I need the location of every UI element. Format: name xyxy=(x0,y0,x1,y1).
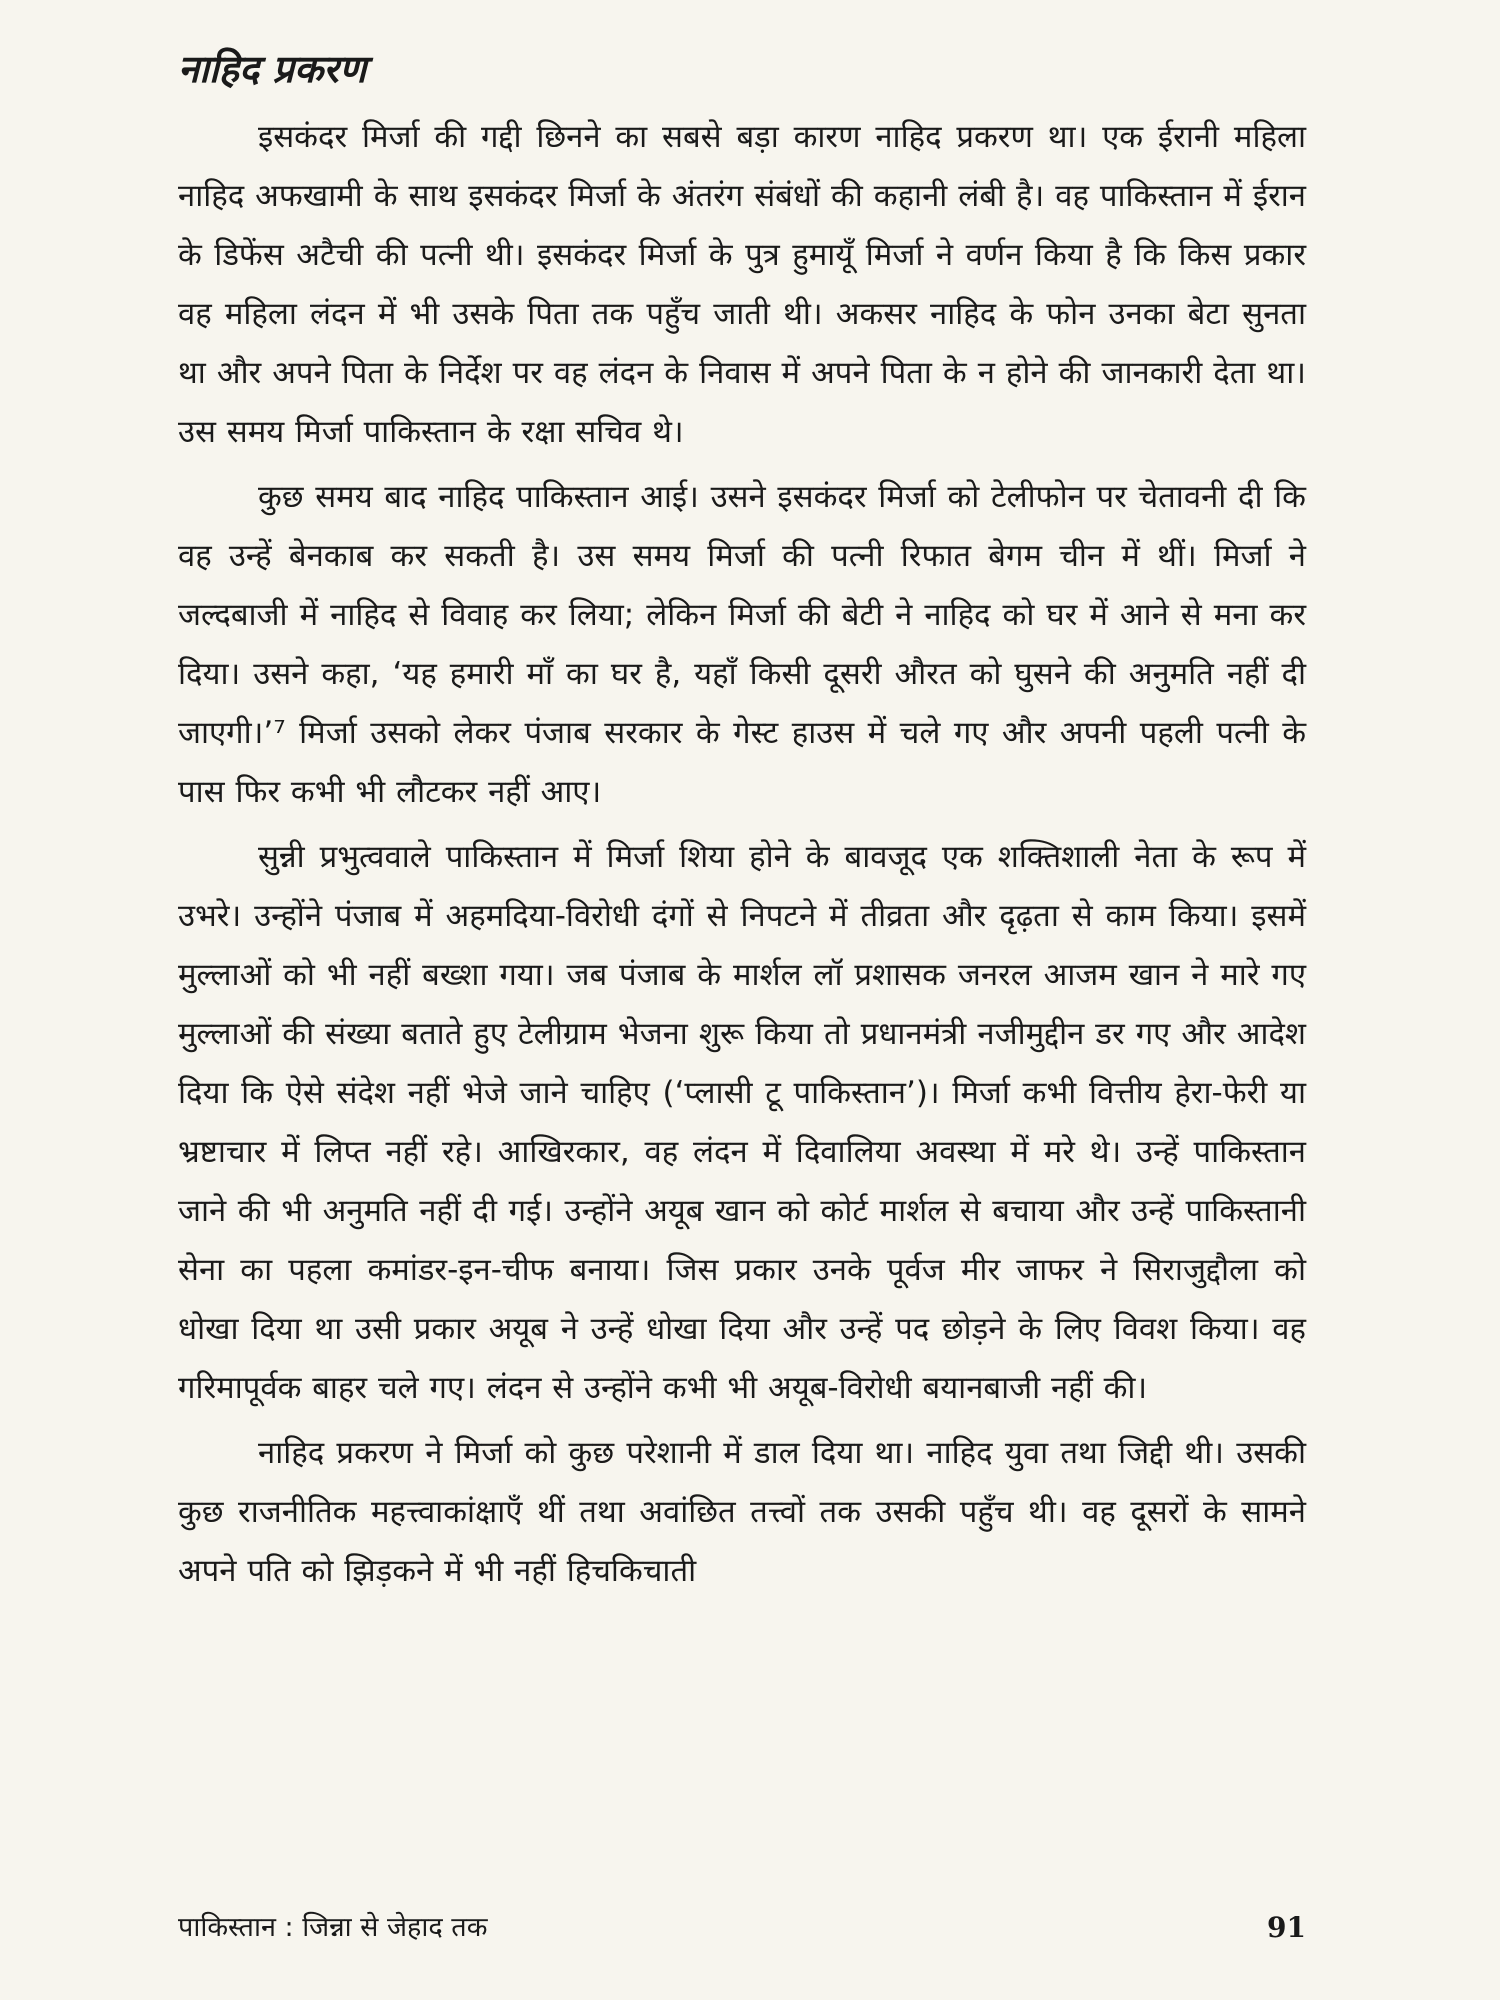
page-number: 91 xyxy=(1267,1911,1306,1944)
section-heading: नाहिद प्रकरण xyxy=(178,47,367,91)
paragraph-4: नाहिद प्रकरण ने मिर्जा को कुछ परेशानी में डाल दिया था। नाहिद युवा तथा जिद्दी थी। उसकी कुछ राजनीतिक महत्त्वाकांक्षाएँ थीं तथा अवांछित तत्त्वों तक उसकी पहुँच थी। वह दूसरों के सामने अपने पति को झिड़कने में भी नहीं हिचकिचाती xyxy=(178,1435,1306,1589)
paragraph-2: कुछ समय बाद नाहिद पाकिस्तान आई। उसने इसकंदर मिर्जा को टेलीफोन पर चेतावनी दी कि वह उन्हें बेनकाब कर सकती है। उस समय मिर्जा की पत्नी रिफात बेगम चीन में थीं। मिर्जा ने जल्दबाजी में नाहिद से विवाह कर लिया; लेकिन मिर्जा की बेटी ने नाहिद को घर में आने से मना कर दिया। उसने कहा, ‘यह हमारी माँ का घर है, यहाँ किसी दूसरी औरत को घुसने की अनुमति नहीं दी जाएगी।’⁷ मिर्जा उसको लेकर पंजाब सरकार के गेस्ट हाउस में चले गए और अपनी पहली पत्नी के पास फिर कभी भी लौटकर नहीं आए। xyxy=(178,479,1306,810)
running-footer-title: पाकिस्तान : जिन्ना से जेहाद तक xyxy=(178,1912,488,1943)
paragraph-3: सुन्नी प्रभुत्ववाले पाकिस्तान में मिर्जा शिया होने के बावजूद एक शक्तिशाली नेता के रूप में उभरे। उन्होंने पंजाब में अहमदिया-विरोधी दंगों से निपटने में तीव्रता और दृढ़ता से काम किया। इसमें मुल्लाओं को भी नहीं बख्शा गया। जब पंजाब के मार्शल लॉ प्रशासक जनरल आजम खान ने मारे गए मुल्लाओं की संख्या बताते हुए टेलीग्राम भेजना शुरू किया तो प्रधानमंत्री नजीमुद्दीन डर गए और आदेश दिया कि ऐसे संदेश नहीं भेजे जाने चाहिए (‘प्लासी टू पाकिस्तान’)। मिर्जा कभी वित्तीय हेरा-फेरी या भ्रष्टाचार में लिप्त नहीं रहे। आखिरकार, वह लंदन में दिवालिया अवस्था में मरे थे। उन्हें पाकिस्तान जाने की भी अनुमति नहीं दी गई। उन्होंने अयूब खान को कोर्ट मार्शल से बचाया और उन्हें पाकिस्तानी सेना का पहला कमांडर-इन-चीफ बनाया। जिस प्रकार उनके पूर्वज मीर जाफर ने सिराजुद्दौला को धोखा दिया था उसी प्रकार अयूब ने उन्हें धोखा दिया और उन्हें पद छोड़ने के लिए विवश किया। वह गरिमापूर्वक बाहर चले गए। लंदन से उन्होंने कभी भी अयूब-विरोधी बयानबाजी नहीं की। xyxy=(178,839,1306,1406)
paragraph-1: इसकंदर मिर्जा की गद्दी छिनने का सबसे बड़ा कारण नाहिद प्रकरण था। एक ईरानी महिला नाहिद अफखामी के साथ इसकंदर मिर्जा के अंतरंग संबंधों की कहानी लंबी है। वह पाकिस्तान में ईरान के डिफेंस अटैची की पत्नी थी। इसकंदर मिर्जा के पुत्र हुमायूँ मिर्जा ने वर्णन किया है कि किस प्रकार वह महिला लंदन में भी उसके पिता तक पहुँच जाती थी। अकसर नाहिद के फोन उनका बेटा सुनता था और अपने पिता के निर्देश पर वह लंदन के निवास में अपने पिता के न होने की जानकारी देता था। उस समय मिर्जा पाकिस्तान के रक्षा सचिव थे। xyxy=(178,119,1306,450)
page-footer xyxy=(178,1898,1306,1958)
page-body xyxy=(178,38,1306,1607)
